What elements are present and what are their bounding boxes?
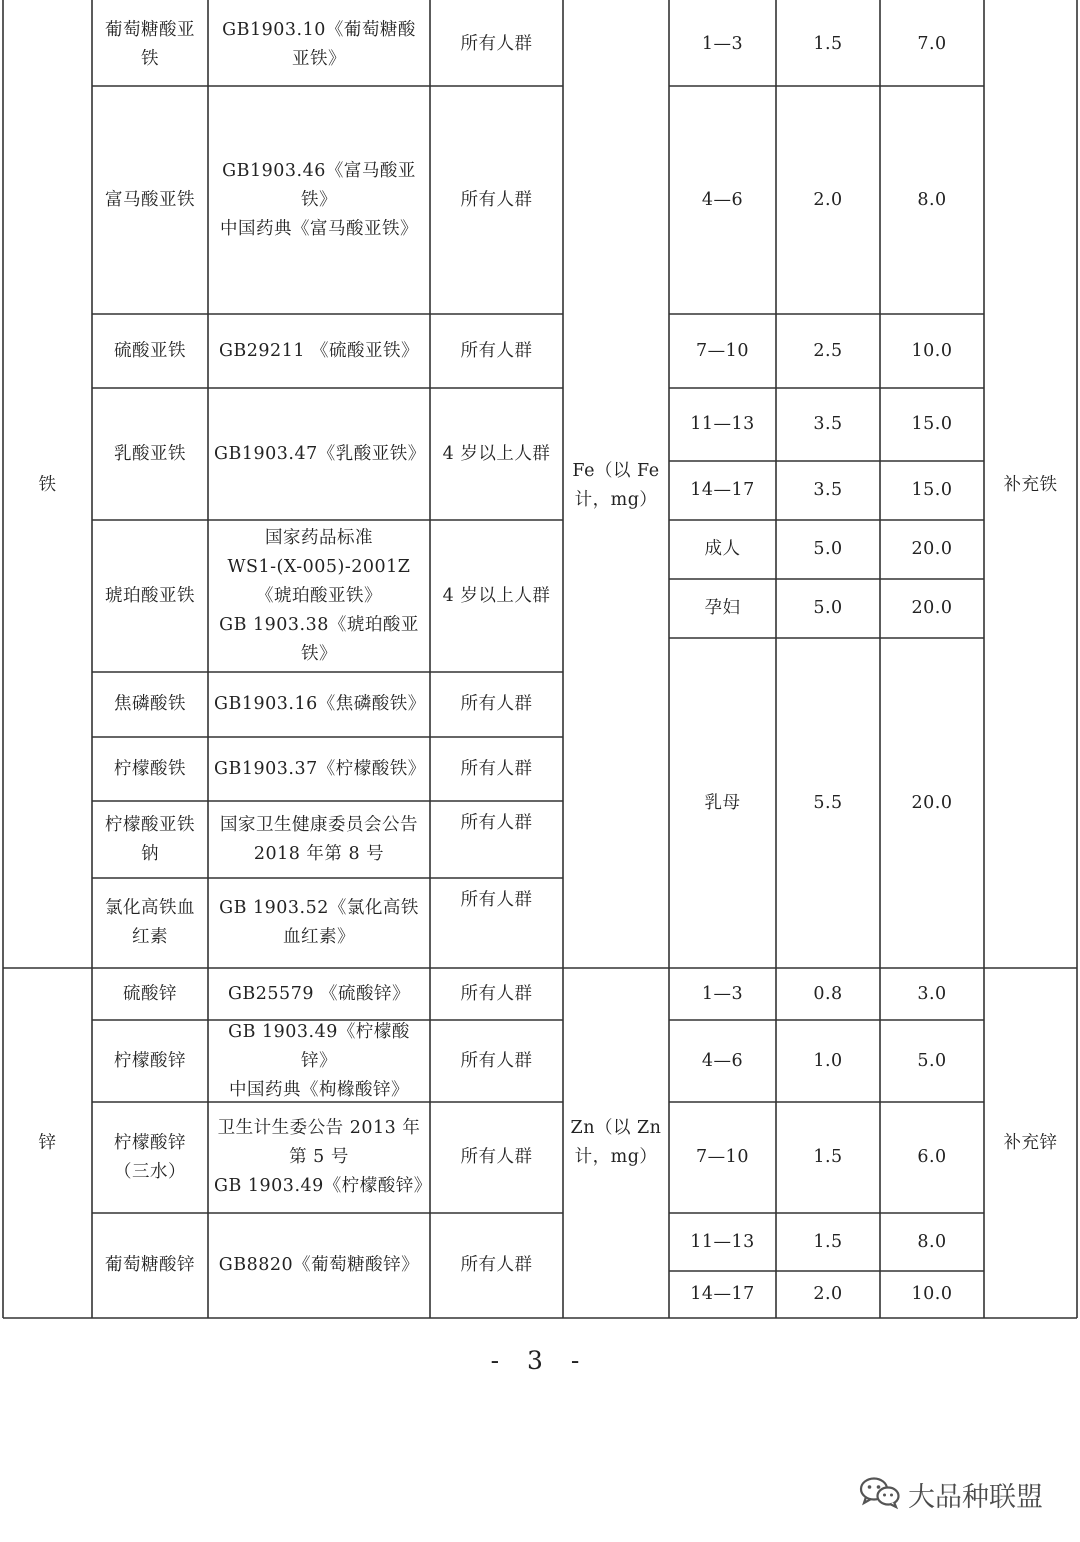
population-cell: 所有人群 [460,340,533,361]
max-amount-cell: 20.0 [911,598,953,618]
standard-cell: GB1903.16《焦磷酸铁》 [214,694,426,714]
standard-cell: GB 1903.52《氯化高铁血红素》 [219,898,419,947]
compound-name-cell: 乳酸亚铁 [114,443,186,464]
min-amount-cell: 2.0 [813,1284,843,1304]
age-group-cell: 11—13 [690,1231,755,1252]
standard-cell: GB8820《葡萄糖酸锌》 [218,1255,420,1275]
compound-name-cell: 硫酸锌 [123,983,177,1004]
unit-cell: Fe（以 Fe 计，mg） [572,460,660,510]
min-amount-cell: 2.0 [813,189,843,210]
age-group-cell: 11—13 [690,414,755,434]
population-cell: 所有人群 [460,189,533,210]
population-cell: 所有人群 [460,758,533,779]
standard-cell: GB1903.46《富马酸亚铁》 中国药典《富马酸亚铁》 [220,160,418,239]
max-amount-cell: 7.0 [917,34,947,54]
population-cell: 所有人群 [460,1147,533,1167]
min-amount-cell: 5.5 [813,792,843,813]
compound-name-cell: 柠檬酸铁 [114,758,186,779]
max-amount-cell: 10.0 [911,340,953,361]
compound-name-cell: 富马酸亚铁 [105,189,195,210]
age-group-cell: 孕妇 [704,598,741,618]
standard-cell: GB1903.10《葡萄糖酸亚铁》 [222,19,416,69]
wechat-icon [858,1474,902,1514]
max-amount-cell: 20.0 [911,539,953,559]
population-cell: 所有人群 [460,694,533,714]
max-amount-cell: 5.0 [917,1050,947,1071]
population-cell: 所有人群 [460,1050,533,1071]
age-group-cell: 4—6 [701,189,744,210]
max-amount-cell: 6.0 [917,1147,947,1167]
max-amount-cell: 20.0 [911,792,953,813]
min-amount-cell: 2.5 [813,340,843,361]
unit-cell: Zn（以 Zn 计，mg） [570,1118,662,1167]
max-amount-cell: 15.0 [911,414,953,434]
max-amount-cell: 3.0 [917,983,947,1004]
min-amount-cell: 1.0 [813,1050,843,1071]
age-group-cell: 1—3 [701,34,744,54]
compound-name-cell: 柠檬酸锌（三水） [114,1132,186,1182]
max-amount-cell: 8.0 [917,1231,947,1252]
function-cell: 补充锌 [1003,1132,1058,1153]
min-amount-cell: 3.5 [813,414,843,434]
compound-name-cell: 葡萄糖酸锌 [105,1255,195,1275]
population-cell: 所有人群 [460,890,533,910]
population-cell: 所有人群 [460,813,533,833]
min-amount-cell: 5.0 [813,598,843,618]
max-amount-cell: 8.0 [917,189,947,210]
compound-name-cell: 琥珀酸亚铁 [105,585,195,606]
population-cell: 4 岁以上人群 [442,585,551,606]
standard-cell: 国家卫生健康委员会公告 2018 年第 8 号 [220,814,418,864]
population-cell: 所有人群 [460,34,533,54]
age-group-cell: 7—10 [696,340,749,361]
age-group-cell: 14—17 [690,1284,755,1304]
compound-name-cell: 葡萄糖酸亚铁 [105,19,195,69]
standard-cell: GB1903.37《柠檬酸铁》 [214,758,426,779]
min-amount-cell: 3.5 [813,480,843,500]
population-cell: 4 岁以上人群 [442,443,551,464]
compound-name-cell: 硫酸亚铁 [114,340,186,361]
min-amount-cell: 1.5 [813,1231,843,1252]
age-group-cell: 乳母 [704,792,741,813]
compound-name-cell: 焦磷酸铁 [114,694,186,714]
compound-name-cell: 柠檬酸亚铁钠 [105,814,195,864]
age-group-cell: 4—6 [701,1050,744,1071]
page-number: - 3 - [490,1346,590,1375]
compound-name-cell: 氯化高铁血红素 [105,898,195,947]
standard-cell: 卫生计生委公告 2013 年第 5 号 GB 1903.49《柠檬酸锌》 [214,1118,432,1196]
age-group-cell: 成人 [704,539,741,559]
standard-cell: GB25579 《硫酸锌》 [227,983,411,1004]
population-cell: 所有人群 [460,983,533,1004]
age-group-cell: 7—10 [696,1147,749,1167]
watermark-text: 大品种联盟 [908,1481,1043,1513]
standard-cell: 国家药品标准 WS1-(X-005)-2001Z 《琥珀酸亚铁》 GB 1903.38《琥珀酸亚铁》 [219,527,419,664]
function-cell: 补充铁 [1003,475,1058,495]
standard-cell: GB1903.47《乳酸亚铁》 [214,443,426,464]
max-amount-cell: 10.0 [911,1284,953,1304]
age-group-cell: 1—3 [701,983,744,1004]
watermark [858,1474,1043,1514]
age-group-cell: 14—17 [690,480,755,500]
min-amount-cell: 5.0 [813,539,843,559]
min-amount-cell: 1.5 [813,34,843,54]
min-amount-cell: 1.5 [813,1147,843,1167]
min-amount-cell: 0.8 [813,983,843,1004]
compound-name-cell: 柠檬酸锌 [114,1050,186,1071]
standard-cell: GB 1903.49《柠檬酸锌》 中国药典《枸橼酸锌》 [228,1021,410,1100]
population-cell: 所有人群 [460,1255,533,1275]
standard-cell: GB29211 《硫酸亚铁》 [218,340,420,361]
nutrient-cell: 锌 [38,1132,57,1153]
nutrient-cell: 铁 [38,475,57,495]
max-amount-cell: 15.0 [911,480,953,500]
